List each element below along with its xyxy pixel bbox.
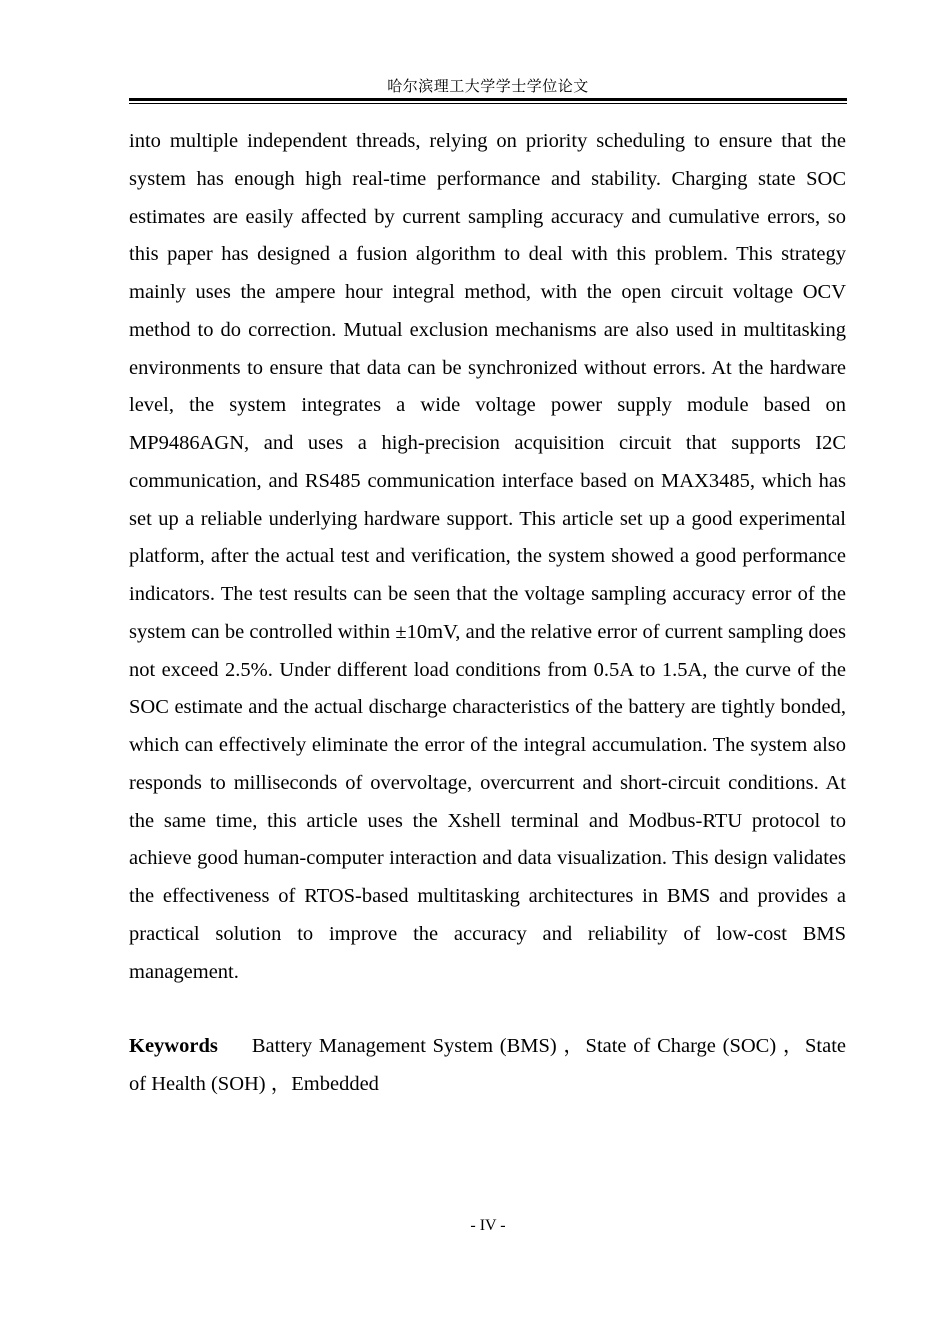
- keywords-label: Keywords: [129, 1035, 218, 1057]
- running-header: 哈尔滨理工大学学士学位论文: [387, 79, 589, 95]
- keywords-line: [129, 1028, 846, 1104]
- page-number: - IV -: [470, 1217, 506, 1234]
- header-rule-thick: [129, 98, 847, 101]
- abstract-paragraph: into multiple independent threads, relying on priority scheduling to ensure that the system has enough high real-time performance and stability. Charging state SOC estimates are easily affected by current sampling accuracy and cumulative errors, so this paper has designed a fusion algorithm to deal with this problem. This strategy mainly uses the ampere hour integral method, with the open circuit voltage OCV method to do correction. Mutual exclusion mechanisms are also used in multitasking environments to ensure that data can be synchronized without errors. At the hardware level, the system integrates a wide voltage power supply module based on MP9486AGN, and uses a high-precision acquisition circuit that supports I2C communication, and RS485 communication interface based on MAX3485, which has set up a reliable underlying hardware support. This article set up a good experimental platform, after the actual test and verification, the system showed a good performance indicators. The test results can be seen that the voltage sampling accuracy error of the system can be controlled within ±10mV, and the relative error of current sampling does not exceed 2.5%. Under different load conditions from 0.5A to 1.5A, the curve of the SOC estimate and the actual discharge characteristics of the battery are tightly bonded, which can effectively eliminate the error of the integral accumulation. The system also responds to milliseconds of overvoltage, overcurrent and short-circuit conditions. At the same time, this article uses the Xshell terminal and Modbus-RTU protocol to achieve good human-computer interaction and data visualization. This design validates the effectiveness of RTOS-based multitasking architectures in BMS and provides a practical solution to improve the accuracy and reliability of low-cost BMS management.: [129, 130, 846, 983]
- header-rule-thin: [129, 103, 847, 104]
- keywords-text: Battery Management System (BMS) ，State of Charge (SOC) ，State of Health (SOH) ，Embedded: [129, 1035, 846, 1095]
